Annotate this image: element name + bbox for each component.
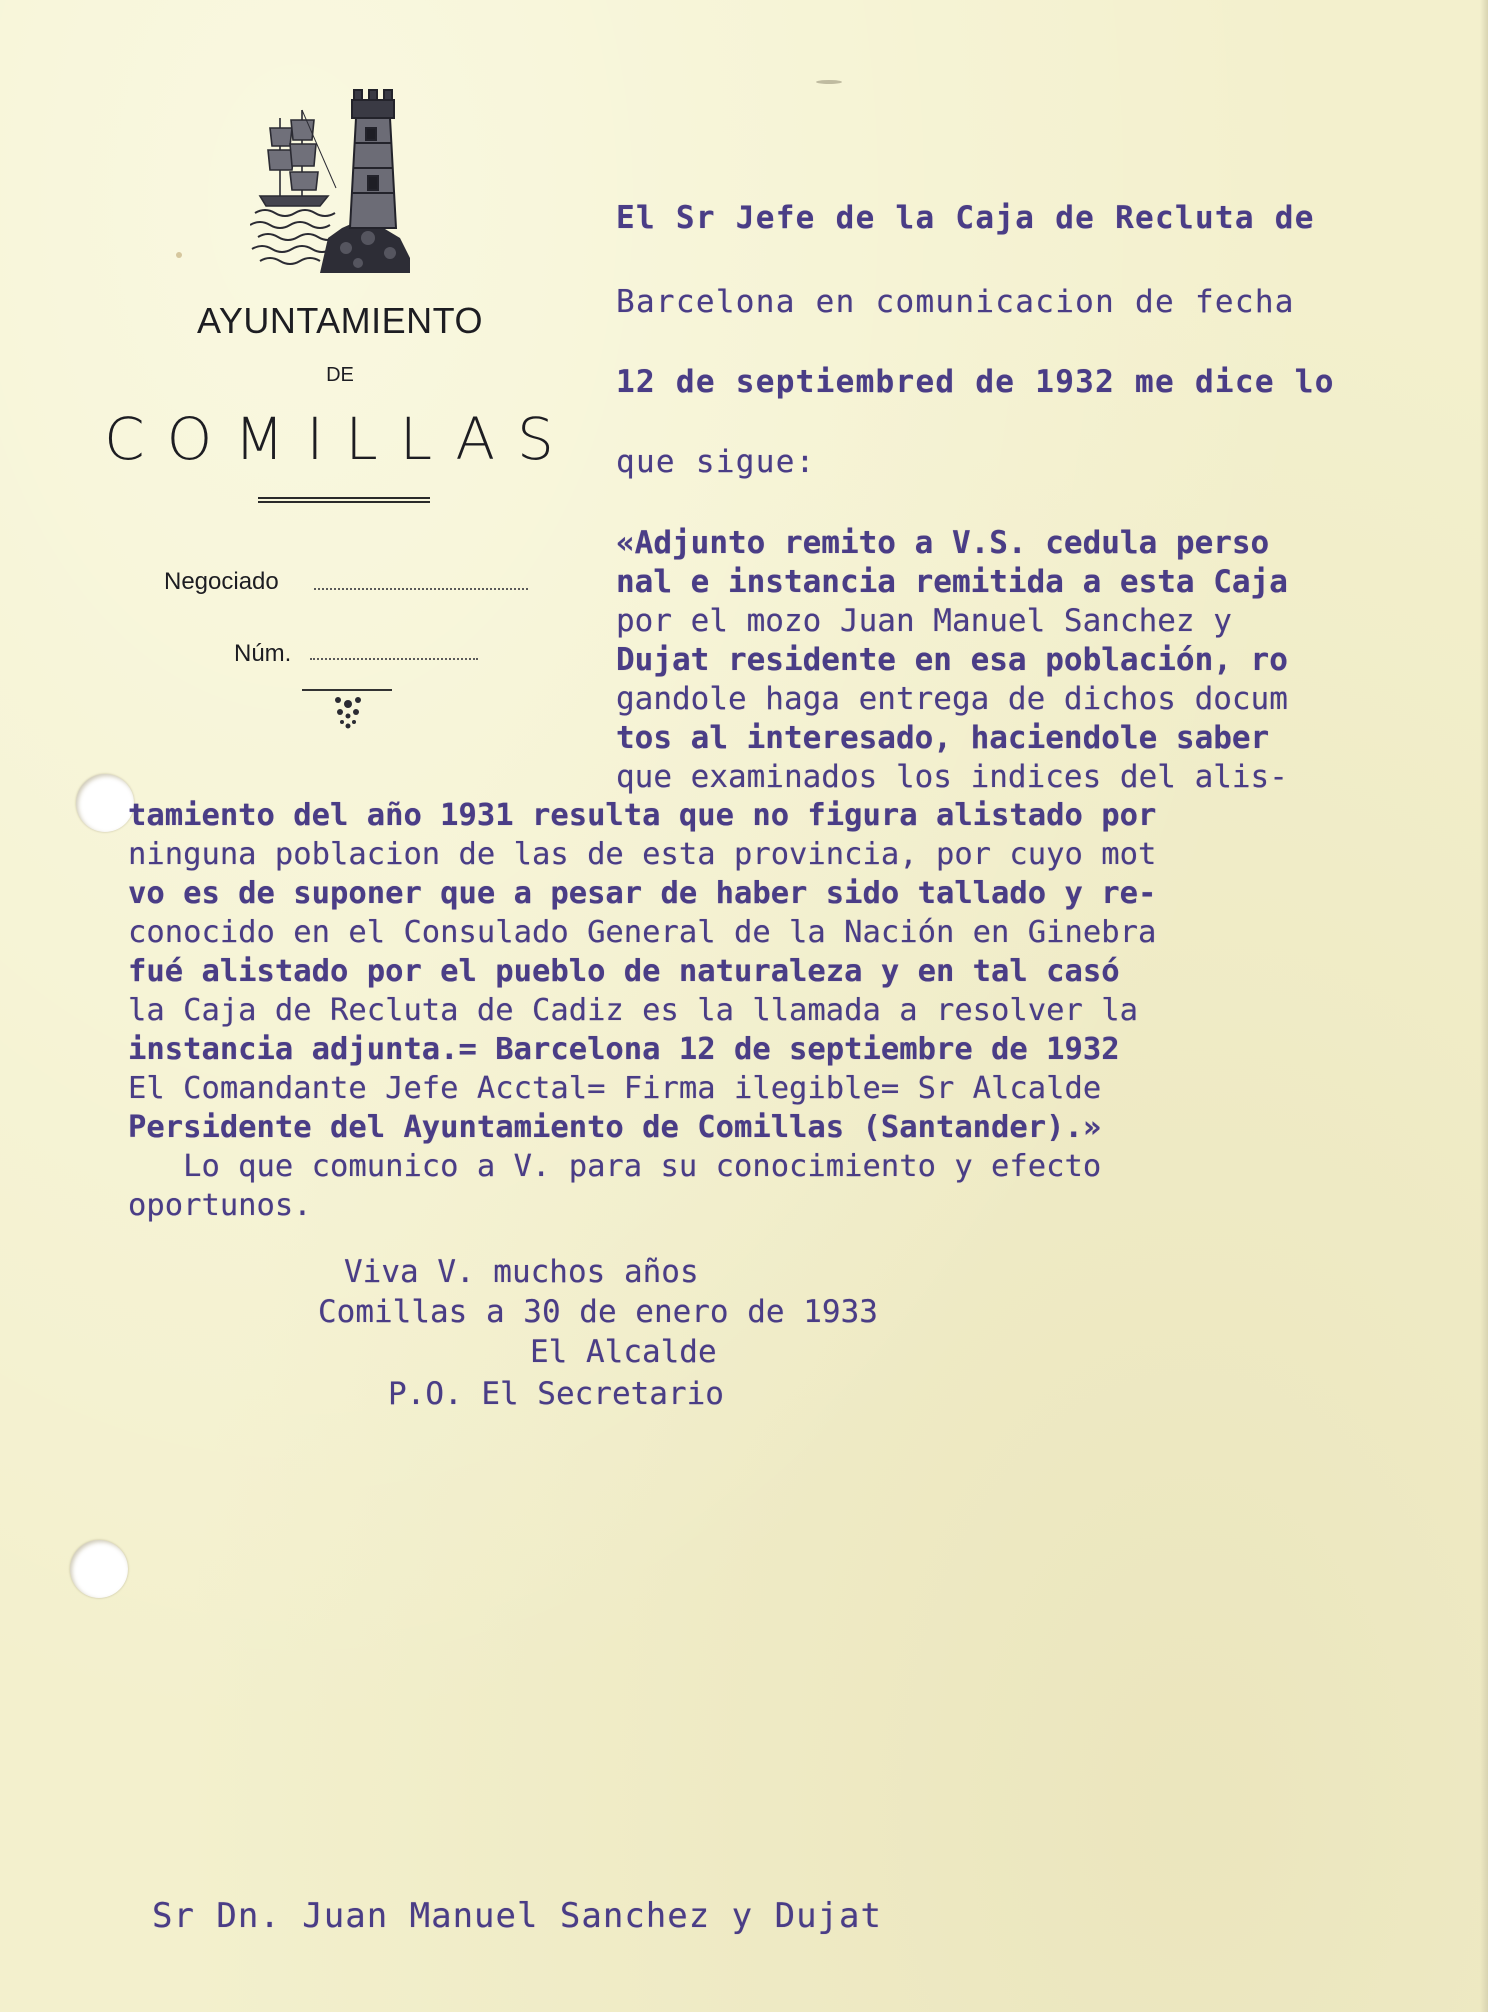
closing-role: El Alcalde — [530, 1334, 717, 1370]
quote-line: Lo que comunico a V. para su conocimiento y efecto — [128, 1149, 1102, 1184]
letterhead-town: COMILLAS — [104, 405, 576, 473]
intro-line: 12 de septiembred de 1932 me dice lo — [616, 364, 1335, 400]
negociado-label: Negociado — [164, 568, 279, 595]
intro-line: Barcelona en comunicacion de fecha — [616, 284, 1295, 320]
quote-line: conocido en el Consulado General de la Nación en Ginebra — [128, 915, 1157, 950]
quote-line: que examinados los indices del alis- — [616, 759, 1288, 795]
quote-line: gandole haga entrega de dichos docum — [616, 681, 1288, 717]
quote-line: El Comandante Jefe Acctal= Firma ilegible= Sr Alcalde — [128, 1071, 1102, 1106]
paper-speck — [816, 80, 842, 84]
letterhead-double-rule — [258, 497, 430, 503]
paper-speck — [176, 252, 182, 258]
quote-line: oportunos. — [128, 1188, 312, 1223]
quote-line: por el mozo Juan Manuel Sanchez y — [616, 603, 1232, 639]
intro-line: que sigue: — [616, 444, 816, 480]
addressee: Sr Dn. Juan Manuel Sanchez y Dujat — [152, 1896, 882, 1936]
paper-edge — [1480, 0, 1488, 2012]
quote-line: instancia adjunta.= Barcelona 12 de septiembre de 1932 — [128, 1032, 1120, 1067]
closing-signatory: P.O. El Secretario — [388, 1376, 724, 1412]
punch-hole-upper — [76, 774, 134, 832]
quote-line: ninguna poblacion de las de esta provincia, por cuyo mot — [128, 837, 1157, 872]
intro-line: El Sr Jefe de la Caja de Recluta de — [616, 200, 1315, 236]
letterhead-title: AYUNTAMIENTO — [196, 300, 484, 341]
quote-line: fué alistado por el pueblo de naturaleza y en tal casó — [128, 954, 1120, 989]
quote-line: Persidente del Ayuntamiento de Comillas (Santander).» — [128, 1110, 1102, 1145]
negociado-dotted-line — [314, 588, 528, 590]
letterhead-de: DE — [326, 364, 354, 386]
quote-line: Dujat residente en esa población, ro — [616, 642, 1288, 678]
num-label: Núm. — [234, 640, 292, 667]
quote-line: tamiento del año 1931 resulta que no figura alistado por — [128, 798, 1157, 833]
num-dotted-line — [310, 658, 478, 660]
closing-salutation: Viva V. muchos años — [344, 1254, 699, 1290]
ship-and-lighthouse-emblem — [250, 88, 410, 273]
punch-hole-lower — [70, 1540, 128, 1598]
quote-line: vo es de suponer que a pesar de haber sido tallado y re- — [128, 876, 1157, 911]
quote-line: la Caja de Recluta de Cadiz es la llamada a resolver la — [128, 993, 1138, 1028]
quote-line: nal e instancia remitida a esta Caja — [616, 564, 1288, 600]
quote-line: tos al interesado, haciendole saber — [616, 720, 1270, 756]
fleuron-ornament-icon — [318, 686, 378, 736]
quote-line: «Adjunto remito a V.S. cedula perso — [616, 525, 1270, 561]
closing-place-date: Comillas a 30 de enero de 1933 — [318, 1294, 878, 1330]
